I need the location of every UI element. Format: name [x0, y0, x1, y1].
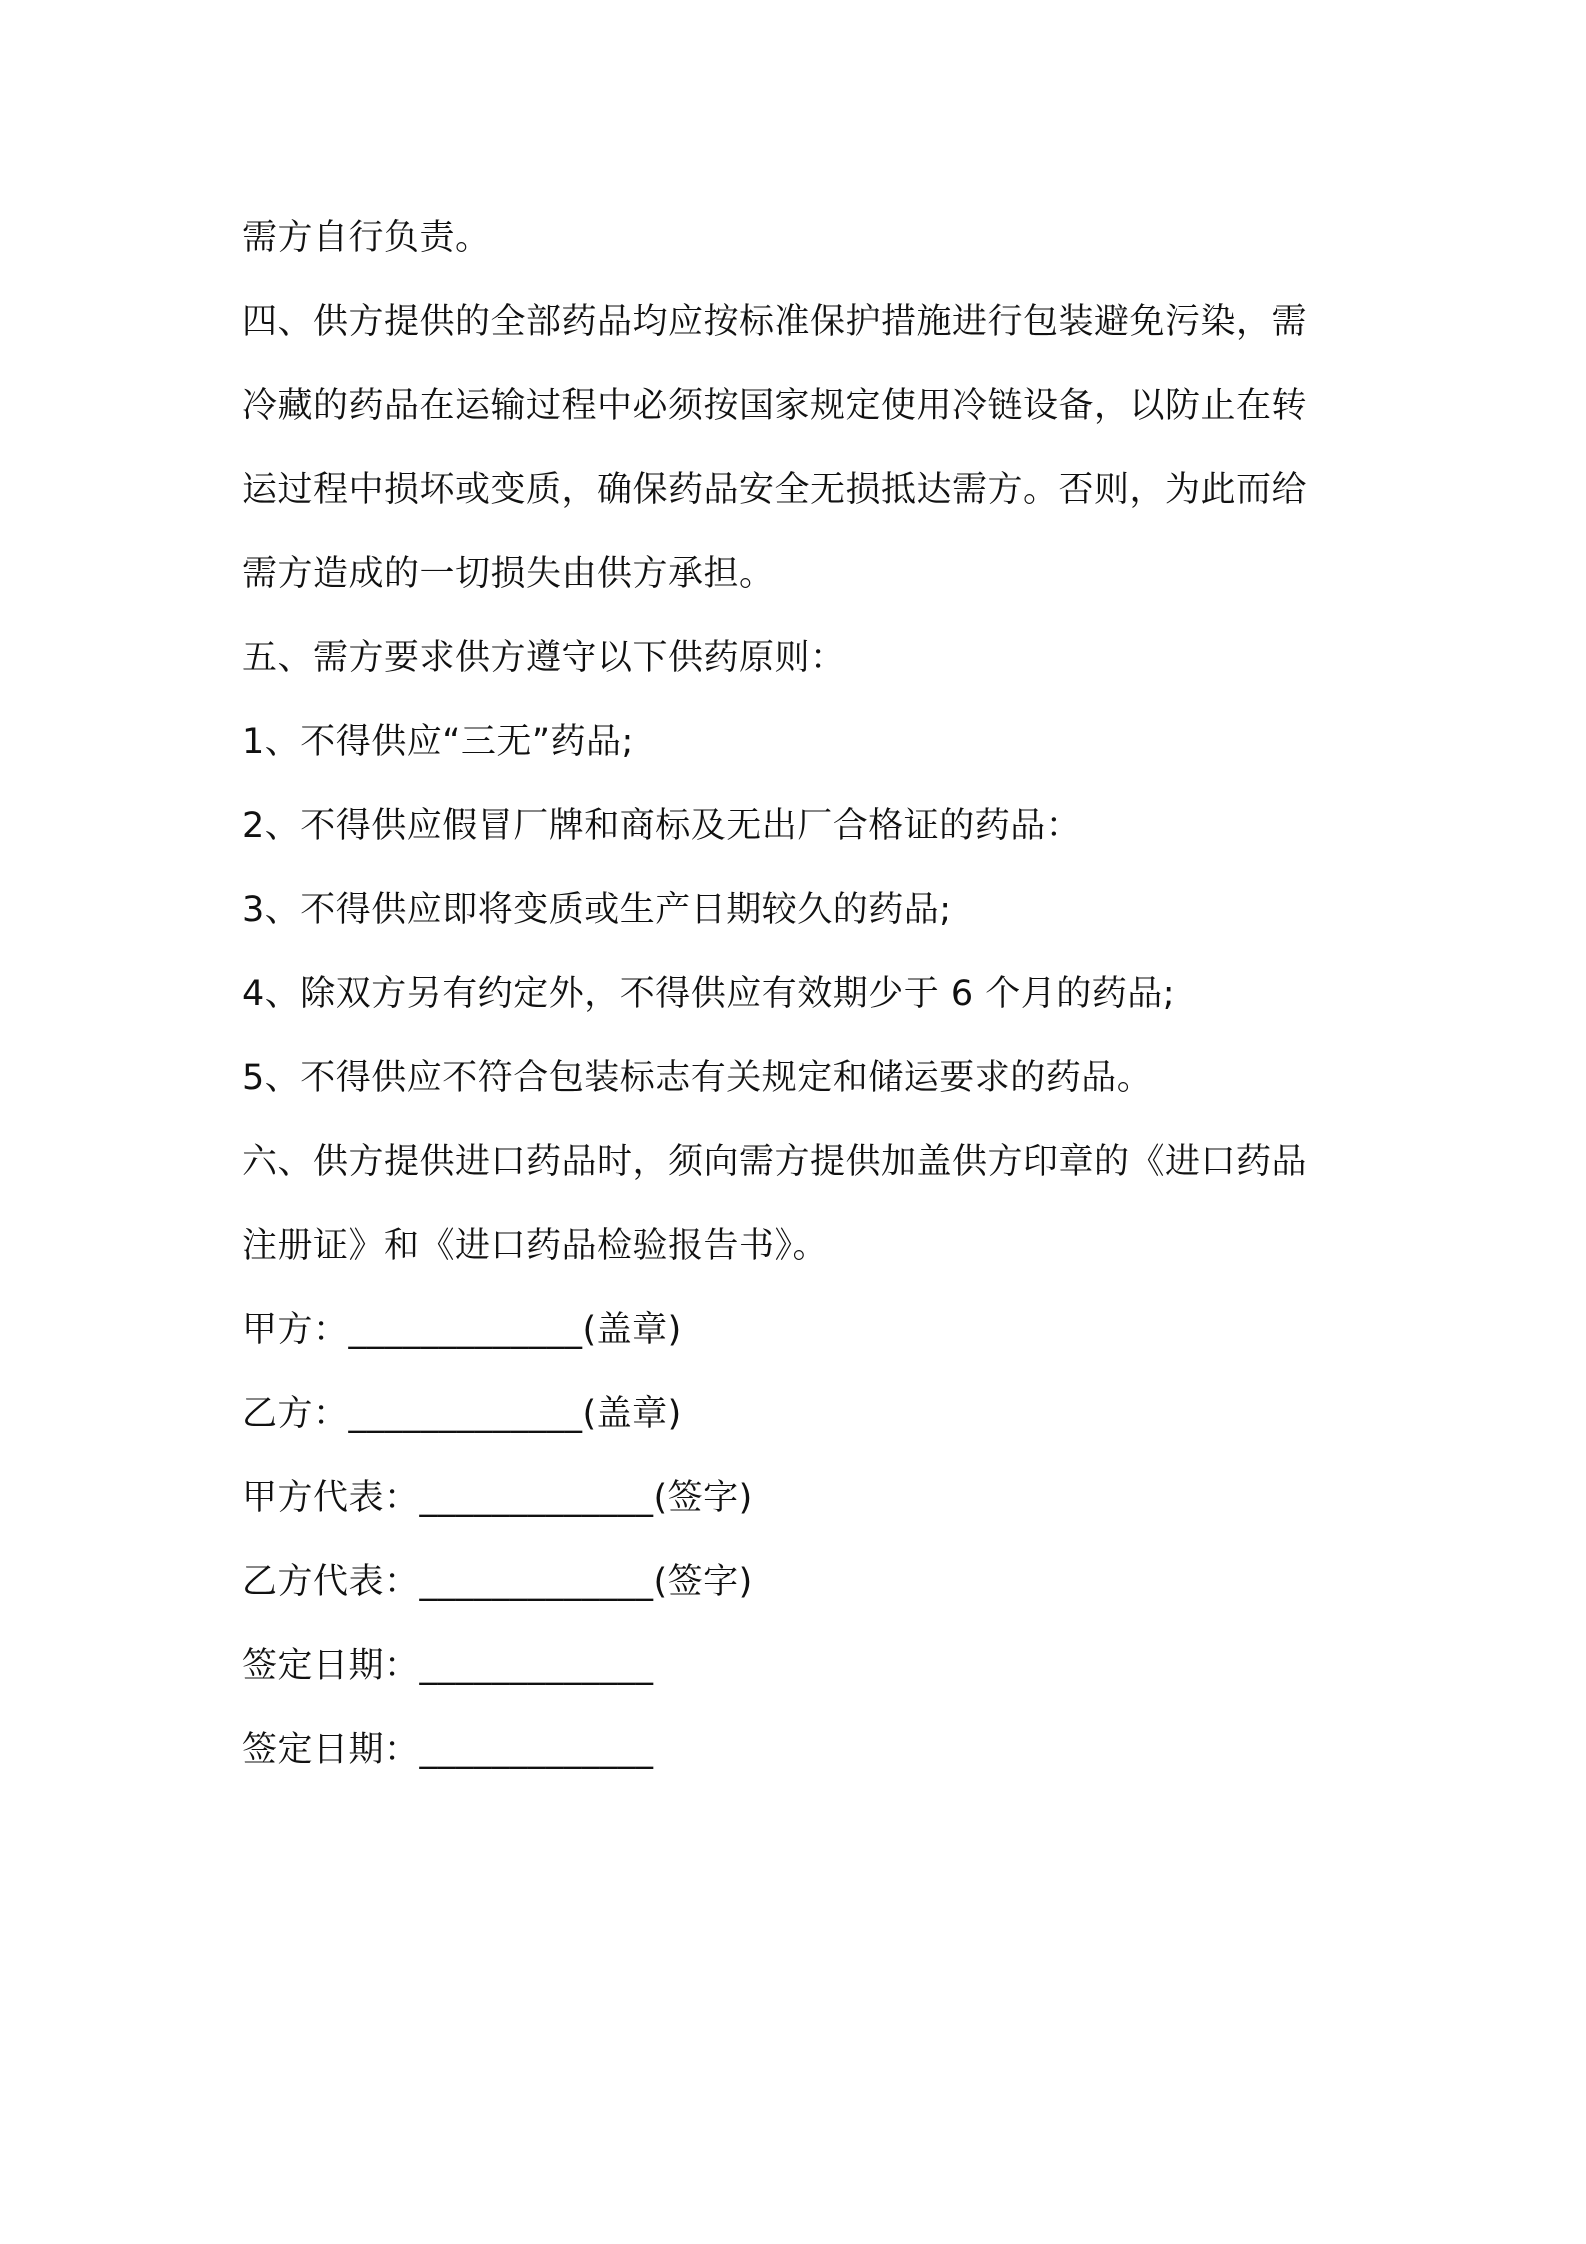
- party-a-representative-field: 甲方代表：_____________(签字): [242, 1478, 753, 1518]
- list-item: 1、不得供应“三无”药品;: [242, 722, 634, 762]
- list-item: 3、不得供应即将变质或生产日期较久的药品;: [242, 890, 952, 930]
- signing-date-field: 签定日期：_____________: [242, 1646, 654, 1686]
- party-a-seal-field: 甲方：_____________(盖章): [242, 1310, 682, 1350]
- clause-five-heading: 五、需方要求供方遵守以下供药原则：: [242, 638, 846, 678]
- clause-six-line: 注册证》和《进口药品检验报告书》。: [242, 1226, 829, 1266]
- list-item: 4、除双方另有约定外，不得供应有效期少于 6 个月的药品;: [242, 974, 1176, 1014]
- clause-six-line: 六、供方提供进口药品时，须向需方提供加盖供方印章的《进口药品: [242, 1142, 1308, 1182]
- clause-four-line: 冷藏的药品在运输过程中必须按国家规定使用冷链设备，以防止在转: [242, 386, 1308, 426]
- list-item: 5、不得供应不符合包装标志有关规定和储运要求的药品。: [242, 1058, 1153, 1098]
- clause-four-line: 四、供方提供的全部药品均应按标准保护措施进行包装避免污染，需: [242, 302, 1308, 342]
- document-body: [242, 196, 1362, 1792]
- party-b-representative-field: 乙方代表：_____________(签字): [242, 1562, 753, 1602]
- clause-four-line: 需方造成的一切损失由供方承担。: [242, 554, 775, 594]
- party-b-seal-field: 乙方：_____________(盖章): [242, 1394, 682, 1434]
- paragraph-line: 需方自行负责。: [242, 218, 491, 258]
- signing-date-field: 签定日期：_____________: [242, 1730, 654, 1770]
- clause-four-line: 运过程中损坏或变质，确保药品安全无损抵达需方。否则，为此而给: [242, 470, 1308, 510]
- list-item: 2、不得供应假冒厂牌和商标及无出厂合格证的药品：: [242, 806, 1082, 846]
